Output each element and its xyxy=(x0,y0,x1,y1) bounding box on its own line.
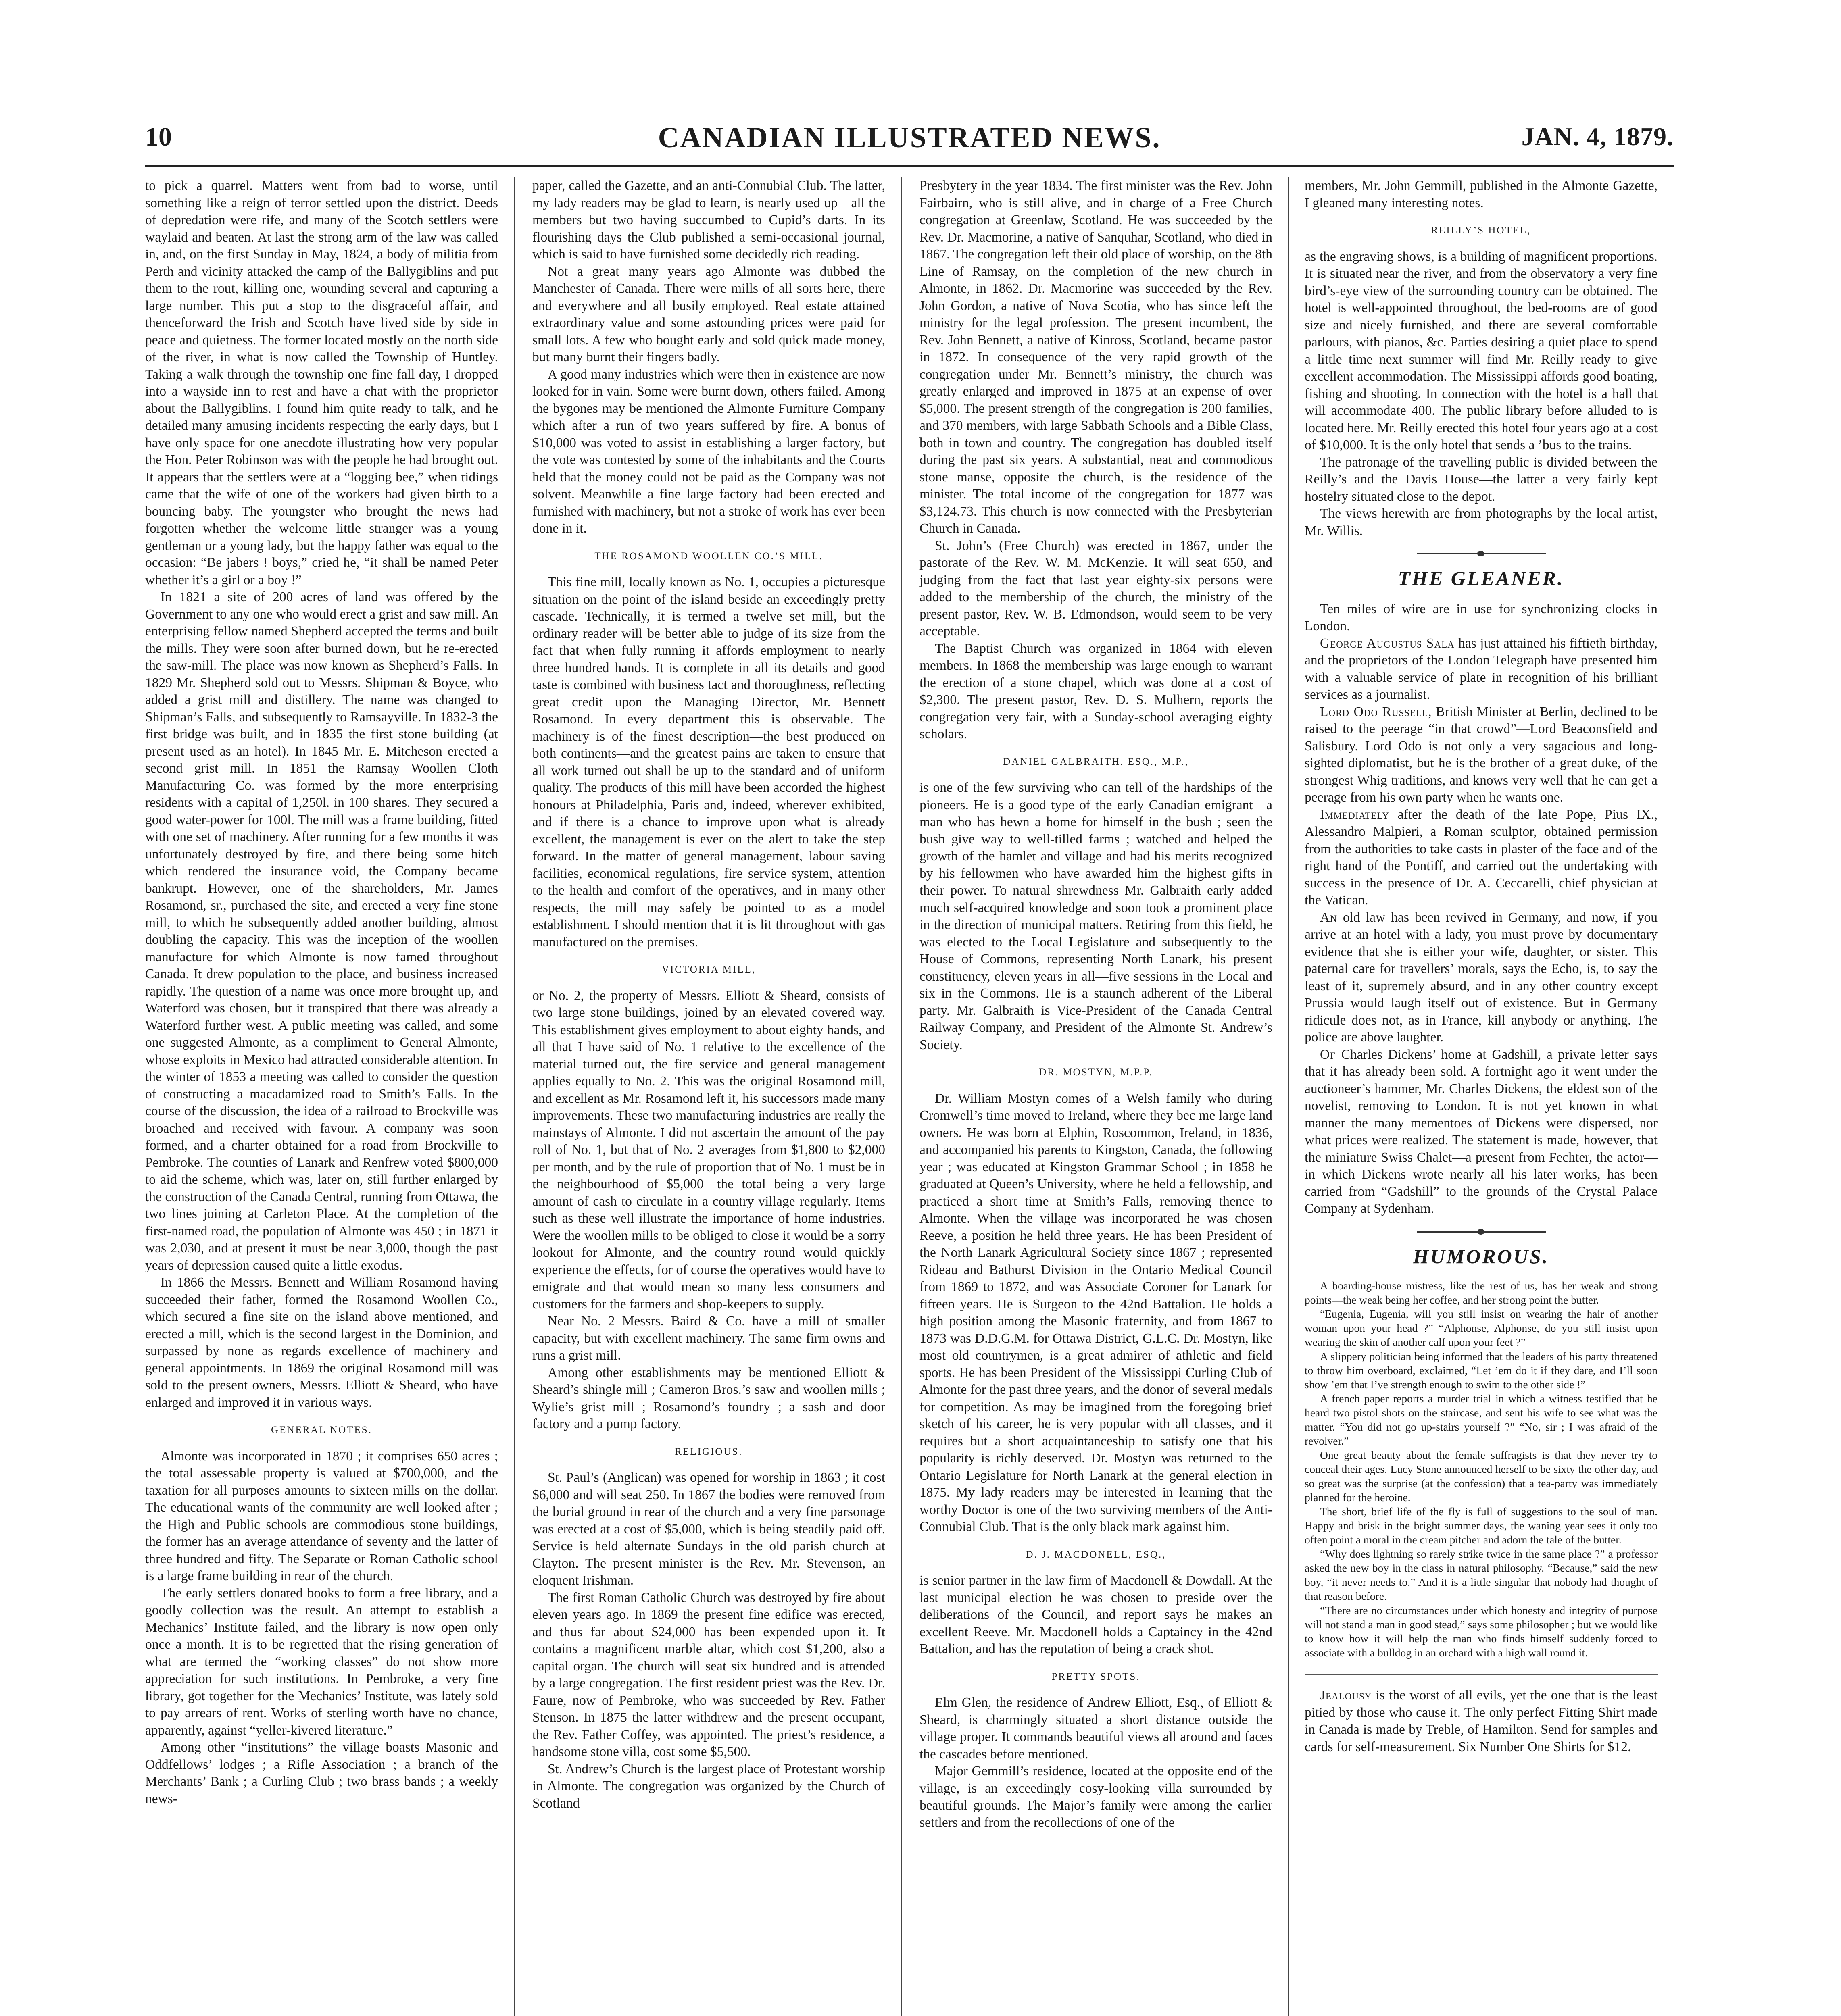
paragraph: St. Paul’s (Anglican) was opened for worship in 1863 ; it cost $6,000 and will seat 250. In 1867 the bodies were removed from the burial ground in rear of the church and a very fine parsonage was erected at a cost of $5,000, which is being steadily paid off. Service is held alternate Sundays in the old parish church at Clayton. The present minister is the Rev. Mr. Stevenson, an eloquent Irishman. xyxy=(532,1470,885,1588)
gleaner-item: Ten miles of wire are in use for synchronizing clocks in London. xyxy=(1305,601,1658,633)
humorous-item: A slippery politician being informed that the leaders of his party threatened to throw him overboard, exclaimed, “Let ’em do it if they dare, and I’ll soon show ’em that I’ve strength enough to swim to the other side !” xyxy=(1305,1350,1658,1391)
column-1 xyxy=(145,177,498,2016)
paragraph: paper, called the Gazette, and an anti-Connubial Club. The latter, my lady readers may be glad to learn, is nearly used up—all the members but two having succumbed to Cupid’s darts. In its flourishing days the Club published a semi-occasional journal, which is said to have furnished some decidedly rich reading. xyxy=(532,178,885,262)
section-title-humorous: HUMOROUS. xyxy=(1413,1245,1549,1268)
lead-words: Lord Odo Russell, xyxy=(1320,704,1432,719)
newspaper-title: CANADIAN ILLUSTRATED NEWS. xyxy=(658,121,1161,154)
gleaner-item: Of Charles Dickens’ home at Gadshill, a private letter says that it has already been sold. A fortnight ago it went under the auctioneer’s hammer, Mr. Charles Dickens, the eldest son of the novelist, removing to London. It is not yet known in what manner the many mementoes of Dickens were dispersed, nor what prices were realized. The statement is made, however, that the miniature Swiss Chalet—a present from Fechter, the actor—in which Dickens wrote nearly all his later works, has been carried from “Gadshill” to the grounds of the Crystal Palace Company at Sydenham. xyxy=(1305,1047,1658,1216)
subheading-religious: RELIGIOUS. xyxy=(675,1446,743,1457)
paragraph: Among other establishments may be mentioned Elliott & Sheard’s shingle mill ; Cameron Bros.’s saw and woollen mills ; Wylie’s grist mill ; Rosamond’s foundry ; a sash and door factory and a pump factory. xyxy=(532,1365,885,1431)
paragraph: St. John’s (Free Church) was erected in 1867, under the pastorate of the Rev. W. M. McKenzie. It will seat 650, and judging from the fact that last year eighty-six persons were added to the membership of the church, the ministry of the present pastor, Rev. W. B. Edmondson, would seem to be very acceptable. xyxy=(919,538,1272,639)
section-divider xyxy=(1417,1231,1546,1233)
paragraph: Dr. William Mostyn comes of a Welsh family who during Cromwell’s time moved to Ireland, where they bec me large land owners. He was born at Elphin, Roscommon, Ireland, in 1836, and accompanied his parents to Kingston, Canada, the following year ; was educated at Kingston Grammar School ; in 1858 he graduated at Queen’s University, where he held a fellowship, and practiced a short time at Smith’s Falls, removing thence to Almonte. When the village was incorporated he was chosen Reeve, a position he held three years. He has been President of the North Lanark Agricultural Society since 1867 ; represented Rideau and Bathurst Division in the Ontario Medical Council from 1869 to 1872, and was Associate Coroner for Lanark for fifteen years. He is Surgeon to the 42nd Battalion. He holds a high position among the Masonic fraternity, and from 1867 to 1873 was D.D.G.M. for Ottawa District, G.L.C. Dr. Mostyn, like most old countrymen, is a great admirer of athletic and field sports. He has been President of the Mississippi Curling Club of Almonte for the past three years, and the donor of several medals for competition. As may be imagined from the foregoing brief sketch of his career, he is very popular with all classes, and it requires but a short acquaintanceship to satisfy one that his popularity is richly deserved. Dr. Mostyn was returned to the Ontario Legislature for North Lanark at the general election in 1875. My lady readers may be interested in learning that the worthy Doctor is one of the two surviving members of the Anti-Connubial Club. That is the only black mark against him. xyxy=(919,1091,1272,1534)
paragraph: The views herewith are from photographs by the local artist, Mr. Willis. xyxy=(1305,506,1658,538)
subheading-galbraith: DANIEL GALBRAITH, ESQ., M.P., xyxy=(1003,756,1189,767)
humorous-item: A french paper reports a murder trial in which a witness testified that he heard two pistol shots on the staircase, and sent his wife to see what was the matter. “You did not go up-stairs yourself ?” “No, sir ; I was afraid of the revolver.” xyxy=(1305,1392,1658,1447)
advertisement: Jealousy is the worst of all evils, yet the one that is the least pitied by those who cause it. The only perfect Fitting Shirt made in Canada is made by Treble, of Hamilton. Send for samples and cards for self-measurement. Six Number One Shirts for $12. xyxy=(1305,1688,1658,1754)
header-rule xyxy=(145,165,1674,167)
subheading-victoria-mill: VICTORIA MILL, xyxy=(661,964,756,975)
paragraph: The first Roman Catholic Church was destroyed by fire about eleven years ago. In 1869 the present fine edifice was erected, and thus far about $24,000 has been expended upon it. It contains a magnificent marble altar, which cost $1,200, also a capital organ. The church will seat six hundred and is attended by a large congregation. The first resident priest was the Rev. Dr. Faure, now of Pembroke, who was succeeded by Rev. Father Stenson. In 1875 the latter withdrew and the present occupant, the Rev. Father Coffey, was appointed. The priest’s residence, a handsome stone villa, cost some $5,500. xyxy=(532,1590,885,1759)
paragraph: members, Mr. John Gemmill, published in the Almonte Gazette, I gleaned many interesting notes. xyxy=(1305,178,1658,210)
section-title-gleaner: THE GLEANER. xyxy=(1398,567,1564,589)
masthead xyxy=(145,121,1674,165)
column-3 xyxy=(919,177,1272,2016)
paragraph: This fine mill, locally known as No. 1, occupies a picturesque situation on the point of the island beside an exceedingly pretty cascade. Technically, it is termed a twelve set mill, but the ordinary reader will be better able to judge of its size from the fact that when fully running it affords employment to nearly three hundred hands. It is complete in all its details and good taste is combined with business tact and thoroughness, reflecting great credit upon the Managing Director, Mr. Bennett Rosamond. In every department this is observable. The machinery is of the finest description—the best produced on both continents—and the greatest pains are taken to ensure that all work turned out shall be up to the standard and of uniform quality. The products of this mill have been accorded the highest honours at Philadelphia, Paris and, indeed, wherever exhibited, and if there is a chance to improve upon what is already excellent, the management is ever on the alert to take the step forward. In the matter of general management, labour saving facilities, economical regulations, fire service system, attention to the health and comfort of the operatives, and in many other respects, the mill may safely be pointed to as a model establishment. I should mention that it is lit throughout with gas manufactured on the premises. xyxy=(532,575,885,950)
humorous-item: “There are no circumstances under which honesty and integrity of purpose will not stand a man in good stead,” says some philosopher ; but we would like to know how it will help the man who finds himself suddenly forced to associate with a bulldog in an orchard with a high wall round it. xyxy=(1305,1604,1658,1659)
humorous-item: “Eugenia, Eugenia, will you still insist on wearing the hair of another woman upon your head ?” “Alphonse, Alphonse, do you still insist upon wearing the skin of another calf upon your feet ?” xyxy=(1305,1308,1658,1348)
advertisement-rule xyxy=(1305,1674,1658,1675)
humorous-item: A boarding-house mistress, like the rest of us, has her weak and strong points—the weak being her coffee, and her strong point the butter. xyxy=(1305,1279,1658,1306)
paragraph: Almonte was incorporated in 1870 ; it comprises 650 acres ; the total assessable property is valued at $700,000, and the taxation for all purposes amounts to sixteen mills on the dollar. The educational wants of the community are well looked after ; the High and Public schools are commodious stone buildings, the former has an average attendance of seventy and the latter of three hundred and fifty. The Separate or Roman Catholic school is a large frame building in rear of the church. xyxy=(145,1448,498,1583)
section-divider xyxy=(1417,553,1546,554)
paragraph: A good many industries which were then in existence are now looked for in vain. Some were burnt down, others failed. Among the bygones may be mentioned the Almonte Furniture Company which after a run of two years suffered by fire. A bonus of $10,000 was voted to assist in establishing a larger factory, but the vote was contested by some of the inhabitants and the Courts held that the money could not be paid as the Company was not solvent. Meanwhile a fine large factory had been erected and furnished with machinery, but not a stroke of work has ever been done in it. xyxy=(532,367,885,536)
column-4 xyxy=(1305,177,1658,2016)
humorous-item: The short, brief life of the fly is full of suggestions to the soul of man. Happy and brisk in the bright summer days, the waning year sees it only too often point a moral in the cream pitcher and adorn the tale of the butter. xyxy=(1305,1505,1658,1546)
humorous-items xyxy=(1305,1279,1658,1660)
issue-date: JAN. 4, 1879. xyxy=(1521,122,1674,151)
column-rule xyxy=(1288,177,1289,2016)
paragraph: Elm Glen, the residence of Andrew Elliott, Esq., of Elliott & Sheard, is charmingly situated a short distance outside the village proper. It commands beautiful views all around and faces the cascades before mentioned. xyxy=(919,1695,1272,1762)
paragraph: Near No. 2 Messrs. Baird & Co. have a mill of smaller capacity, but with excellent machinery. The same firm owns and runs a grist mill. xyxy=(532,1314,885,1363)
humorous-item: One great beauty about the female suffragists is that they never try to conceal their ages. Lucy Stone announced herself to be sixty the other day, and so great was the surprise (at the confession) that a tea-party was immediately planned for the heroine. xyxy=(1305,1449,1658,1504)
gleaner-item: Lord Odo Russell, British Minister at Berlin, declined to be raised to the peerage “in that crowd”—Lord Beaconsfield and Salisbury. Lord Odo is not only a very sagacious and long-sighted diplomatist, but he is the brother of a great duke, of the strongest Whig traditions, and knows very well that he can get a peerage from his own party when he wants one. xyxy=(1305,704,1658,805)
lead-words: Jealousy xyxy=(1320,1688,1372,1703)
gleaner-item: Immediately after the death of the late Pope, Pius IX., Alessandro Malpieri, a Roman sculptor, obtained permission from the authorities to take casts in plaster of the face and of the right hand of the Pontiff, and carried out the undertaking with success in the presence of Dr. A. Ceccarelli, chief physician at the Vatican. xyxy=(1305,807,1658,908)
paragraph: as the engraving shows, is a building of magnificent proportions. It is situated near the river, and from the observatory a very fine bird’s-eye view of the surrounding country can be obtained. The hotel is well-appointed throughout, the bed-rooms are of good size and nicely furnished, and there are several comfortable parlours, with pianos, &c. Parties desiring a quiet place to spend a little time next summer will find Mr. Reilly ready to give excellent accommodation. The Mississippi affords good boating, fishing and shooting. In connection with the hotel is a hall that will accommodate 400. The public library before alluded to is located here. Mr. Reilly erected this hotel four years ago at a cost of $10,000. It is the only hotel that sends a ’bus to the trains. xyxy=(1305,249,1658,452)
paragraph: The early settlers donated books to form a free library, and a goodly collection was the result. An attempt to establish a Mechanics’ Institute failed, and the library is now open only once a month. It is to be regretted that the rising generation of what are termed the “working classes” do not show more appreciation for such institutions. In Pembroke, a very fine library, got together for the Mechanics’ Institute, was lately sold to pay arrears of rent. Works of sterling worth have no chance, apparently, against “yeller-kivered literature.” xyxy=(145,1585,498,1738)
lead-words: An xyxy=(1320,910,1337,925)
paragraph: Presbytery in the year 1834. The first minister was the Rev. John Fairbairn, who is still alive, and in charge of a Free Church congregation at Greenlaw, Scotland. He was succeeded by the Rev. Dr. Macmorine, a native of Sanquhar, Scotland, who died in 1867. The congregation left their old place of worship, on the 8th Line of Ramsay, on the completion of the new church in Almonte, in 1862. Dr. Macmorine was succeeded by the Rev. John Gordon, a native of Nova Scotia, who has since left the ministry for the legal profession. The present incumbent, the Rev. John Bennett, a native of Kinross, Scotland, became pastor in 1872. In consequence of the very rapid growth of the congregation under Mr. Bennett’s ministry, the church was greatly enlarged and improved in 1875 at an expense of over $5,000. The present strength of the congregation is 200 families, and 370 members, with large Sabbath Schools and a Bible Class, both in town and country. The congregation has doubled itself during the past six years. A substantial, neat and commodious stone manse, opposite the church, is the residence of the minister. The total income of the congregation for 1877 was $3,124.73. This church is now connected with the Presbyterian Church in Canada. xyxy=(919,178,1272,536)
column-2 xyxy=(532,177,885,2016)
column-rule xyxy=(514,177,515,2016)
subheading-macdonell: D. J. MACDONELL, ESQ., xyxy=(1026,1549,1166,1560)
subheading-general-notes: GENERAL NOTES. xyxy=(271,1425,372,1435)
subheading-reillys-hotel: REILLY’S HOTEL, xyxy=(1431,225,1531,236)
paragraph: Not a great many years ago Almonte was dubbed the Manchester of Canada. There were mills of all sorts here, there and everywhere and all busily employed. Real estate attained extraordinary value and some astounding prices were paid for small lots. A few who bought early and sold quick made money, but many burnt their fingers badly. xyxy=(532,264,885,364)
lead-words: George Augustus Sala xyxy=(1320,635,1455,651)
gleaner-item: An old law has been revived in Germany, and now, if you arrive at an hotel with a lady, you must prove by documentary evidence that she is either your wife, daughter, or sister. This paternal care for travellers’ morals, says the Echo, is, to say the least of it, supremely absurd, and in any other country except Prussia would laugh itself out of existence. But in Germany ridicule does not, as in France, kill anybody or anything. The police are above laughter. xyxy=(1305,910,1658,1045)
paragraph: In 1866 the Messrs. Bennett and William Rosamond having succeeded their father, formed the Rosamond Woollen Co., which secured a fine site on the island above mentioned, and erected a mill, which is the second largest in the Dominion, and surpassed by none as regards excellence of machinery and general appointments. In 1869 the original Rosamond mill was sold to the present owners, Messrs. Elliott & Sheard, who have enlarged and improved it in various ways. xyxy=(145,1275,498,1410)
paragraph: Among other “institutions” the village boasts Masonic and Oddfellows’ lodges ; a Rifle Association ; a branch of the Merchants’ Bank ; a Curling Club ; two brass bands ; a weekly news- xyxy=(145,1740,498,1806)
subheading-rosamond-mill: THE ROSAMOND WOOLLEN CO.’S MILL. xyxy=(594,550,823,562)
paragraph: is one of the few surviving who can tell of the hardships of the pioneers. He is a good type of the early Canadian emigrant—a man who has hewn a home for himself in the bush ; seen the bush give way to well-tilled farms ; watched and helped the growth of the hamlet and village and had his merits recognized by his fellowmen who have awarded him the highest gifts in their power. To natural shrewdness Mr. Galbraith early added much self-acquired knowledge and soon took a prominent place in the direction of municipal matters. Retiring from this field, he was elected to the Local Legislature and subsequently to the House of Commons, representing North Lanark, his present constituency, eleven years in all—five sessions in the Local and six in the Commons. He is a staunch adherent of the Liberal party. Mr. Galbraith is Vice-President of the Canada Central Railway Company, and President of the Almonte St. Andrew’s Society. xyxy=(919,780,1272,1052)
gleaner-item: George Augustus Sala has just attained his fiftieth birthday, and the proprietors of the London Telegraph have presented him with a valuable service of plate in recognition of his brilliant services as a journalist. xyxy=(1305,635,1658,702)
paragraph: Major Gemmill’s residence, located at the opposite end of the village, is an exceedingly cosy-looking villa surrounded by beautiful grounds. The Major’s family were among the earlier settlers and from the recollections of one of the xyxy=(919,1764,1272,1830)
page-number: 10 xyxy=(145,122,172,152)
paragraph: In 1821 a site of 200 acres of land was offered by the Government to any one who would erect a grist and saw mill. An enterprising fellow named Shepherd accepted the terms and built the mills. They were soon after burned down, but he re-erected the saw-mill. The place was now known as Shepherd’s Falls. In 1829 Mr. Shepherd sold out to Messrs. Shipman & Boyce, who added a grist mill and distillery. The name was changed to Shipman’s Falls, and subsequently to Ramsayville. In 1832-3 the first bridge was built, and in 1835 the first stone building (at present used as an hotel). In 1845 Mr. E. Mitcheson erected a second grist mill. In 1851 the Ramsay Woollen Cloth Manufacturing Co. was formed by the more enterprising residents with a capital of 1,250l. in 100 shares. They secured a good water-power for 100l. The mill was a frame building, fitted with one set of machinery. After running for a few months it was unfortunately destroyed by fire, and there being some hitch which rendered the insurance void, the Company became bankrupt. However, one of the shareholders, Mr. James Rosamond, sr., purchased the site, and erected a very fine stone mill, to which he subsequently added another building, almost doubling the capacity. This was the inception of the woollen manufacture for which Almonte is now famed throughout Canada. It drew population to the place, and business increased rapidly. The question of a name was once more brought up, and Waterford was chosen, but it transpired that there was already a Waterford further west. A public meeting was called, and some one suggested Almonte, as a compliment to General Almonte, whose exploits in Mexico had attracted considerable attention. In the winter of 1853 a meeting was called to consider the question of constructing a macadamized road to Smith’s Falls. In the course of the discussion, the idea of a railroad to Brockville was broached and received with favour. A company was soon formed, and a charter obtained for a road from Brockville to Pembroke. The counties of Lanark and Renfrew voted $800,000 to aid the scheme, which was, later on, still further enlarged by the construction of the Canada Central, running from Ottawa, the two lines joining at Carleton Place. At the completion of the first-named road, the population of Almonte was 450 ; in 1871 it was 2,030, and at present it must be near 3,000, though the past years of depression caused quite a little exodus. xyxy=(145,589,498,1273)
paragraph: The Baptist Church was organized in 1864 with eleven members. In 1868 the membership was large enough to warrant the erection of a stone chapel, which was done at a cost of $2,300. The present pastor, Rev. D. S. Mulhern, reports the congregation very fair, with a Sunday-school averaging eighty scholars. xyxy=(919,641,1272,741)
paragraph: St. Andrew’s Church is the largest place of Protestant worship in Almonte. The congregation was organized by the Church of Scotland xyxy=(532,1761,885,1811)
humorous-item: “Why does lightning so rarely strike twice in the same place ?” a professor asked the new boy in the class in natural philosophy. “Because,” said the new boy, “it never needs to.” And it is a little singular that nobody had thought of that reason before. xyxy=(1305,1547,1658,1602)
subheading-mostyn: DR. MOSTYN, M.P.P. xyxy=(1039,1067,1153,1078)
paragraph: is senior partner in the law firm of Macdonell & Dowdall. At the last municipal election he was chosen to preside over the deliberations of the Council, and report says he makes an excellent Reeve. Mr. Macdonell holds a Captaincy in the 42nd Battalion, and has the reputation of being a crack shot. xyxy=(919,1573,1272,1656)
lead-words: Immediately xyxy=(1320,807,1389,822)
paragraph: The patronage of the travelling public is divided between the Reilly’s and the Davis House—the latter a very fairly kept hostelry situated close to the depot. xyxy=(1305,454,1658,504)
paragraph: or No. 2, the property of Messrs. Elliott & Sheard, consists of two large stone buildings, joined by an elevated covered way. This establishment gives employment to about eighty hands, and all that I have said of No. 1 relative to the excellence of the material turned out, the fire service and general management applies equally to No. 2. This was the original Rosamond mill, and excellent as Mr. Rosamond left it, his successors made many improvements. These two manufacturing industries are really the mainstays of Almonte. I did not ascertain the amount of the pay roll of No. 1, but that of No. 2 averages from $1,800 to $2,000 per month, and by the rule of proportion that of No. 1 must be in the neighbourhood of $5,000—the total being a very large amount of cash to circulate in a country village regularly. Items such as these well illustrate the importance of home industries. Were the woollen mills to be obliged to close it would be a sorry lookout for Almonte, and the country round would quickly experience the effects, for of course the operatives would have to emigrate and that would mean so many less consumers and customers for the farmers and shop-keepers to supply. xyxy=(532,988,885,1312)
lead-words: Of xyxy=(1320,1047,1336,1062)
column-rule xyxy=(901,177,902,2016)
subheading-pretty-spots: PRETTY SPOTS. xyxy=(1051,1671,1140,1682)
paragraph: to pick a quarrel. Matters went from bad to worse, until something like a reign of terror settled upon the district. Deeds of depredation were rife, and many of the Scotch settlers were waylaid and beaten. At last the strong arm of the law was called in, and, on the first Sunday in May, 1824, a body of militia from Perth and vicinity attacked the camp of the Ballygiblins and put them to the rout, killing one, wounding several and capturing a large number. This put a stop to the disgraceful affair, and thenceforward the Irish and Scotch have lived side by side in peace and quietness. The former located mostly on the north side of the river, in what is now called the Township of Huntley. Taking a walk through the township one fine fall day, I dropped into a wayside inn to rest and have a chat with the proprietor about the Ballygiblins. I found him quite ready to talk, and he detailed many amusing incidents respecting the early days, but I have only space for one anecdote illustrating how very popular the Hon. Peter Robinson was with the people he had brought out. It appears that the settlers were at a “logging bee,” when tidings came that the wife of one of the workers had given birth to a bouncing baby. The youngster who brought the news had forgotten whether the welcome little stranger was a young gentleman or a young lady, but the happy father was equal to the occasion: “Be jabers ! boys,” cried he, “it shall be named Peter whether it’s a girl or a boy !” xyxy=(145,178,498,587)
